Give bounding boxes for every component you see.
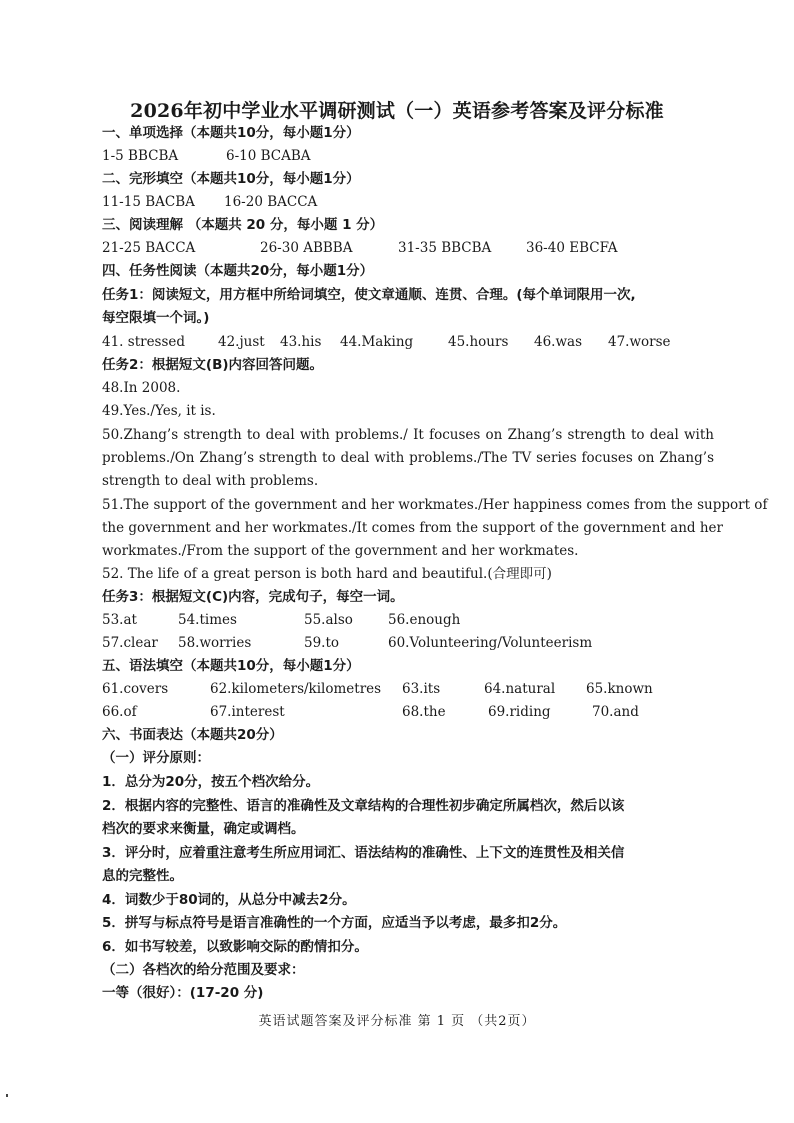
answer-group: 16-20 BACCA [224,194,318,210]
answer-row-1-10 [102,145,714,167]
answer-item: 46.was [534,334,583,350]
rule-line: 2．根据内容的完整性、语言的准确性及文章结构的合理性初步确定所属档次，然后以该 [102,798,625,814]
answer-group: 36-40 EBCFA [526,240,618,256]
answer-item: 41. stressed [102,334,186,350]
section-heading-reading: 三、阅读理解 （本题共 20 分，每小题 1 分） [102,217,384,233]
answer-group: 6-10 BCABA [226,148,311,164]
answer-item: 69.riding [488,704,551,720]
answer-item: 60.Volunteering/Volunteerism [388,635,593,651]
answer-item: 58.worries [178,635,252,651]
answer-item: 53.at [102,612,137,628]
task2-answer-line: strength to deal with problems. [102,473,319,489]
answer-group: 31-35 BBCBA [398,240,492,256]
grade-one-heading: 一等（很好）：(17-20 分) [102,985,264,1001]
answer-item: 65.known [586,681,653,697]
answer-item: 63.its [402,681,441,697]
rule-line: 1．总分为20分，按五个档次给分。 [102,774,320,790]
rule-line: 息的完整性。 [102,868,183,884]
rule-line: 3．评分时，应着重注意考生所应用词汇、语法结构的准确性、上下文的连贯性及相关信 [102,845,625,861]
page-title: 2026年初中学业水平调研测试（一）英语参考答案及评分标准 [130,100,664,122]
answer-item: 68.the [402,704,446,720]
answer-item: 54.times [178,612,237,628]
scan-speck [6,1094,8,1097]
task1-heading: 任务1：阅读短文，用方框中所给词填空，使文章通顺、连贯、合理。(每个单词限用一次, [102,287,636,303]
answer-group: 21-25 BACCA [102,240,196,256]
section-heading-grammar: 五、语法填空（本题共10分，每小题1分） [102,658,360,674]
task3-answer-row [102,609,714,631]
principles-heading: （一）评分原则： [102,750,210,766]
answer-item: 42.just [218,334,265,350]
task2-answer-line: problems./On Zhang’s strength to deal with problems./The TV series focuses on Zhang’s [102,450,714,466]
task2-answer-line: 48.In 2008. [102,380,181,396]
answer-group: 11-15 BACBA [102,194,195,210]
answer-item: 57.clear [102,635,158,651]
answer-item: 59.to [304,635,340,651]
rule-line: 档次的要求来衡量，确定或调档。 [102,821,305,837]
task2-answer-line: the government and her workmates./It comes from the support of the government and her [102,520,723,536]
task3-answer-row [102,632,714,654]
answer-item: 55.also [304,612,353,628]
page-footer: 英语试题答案及评分标准 第 1 页 （共2页） [258,1014,536,1029]
answer-item: 67.interest [210,704,285,720]
task3-heading: 任务3：根据短文(C)内容，完成句子，每空一词。 [102,589,404,605]
rule-line: 4．词数少于80词的，从总分中减去2分。 [102,892,356,908]
answer-item: 70.and [592,704,639,720]
ranges-heading: （二）各档次的给分范围及要求： [102,962,305,978]
grammar-answer-row [102,701,714,723]
grammar-answer-row [102,678,714,700]
answer-group: 26-30 ABBBA [260,240,353,256]
answer-row-11-20 [102,191,714,213]
task1-answer-row [102,331,714,353]
task2-answer-line: 51.The support of the government and her workmates./Her happiness comes from the support of [102,497,768,513]
task1-heading-cont: 每空限填一个词。) [102,310,210,326]
task2-answer-line: workmates./From the support of the government and her workmates. [102,543,579,559]
answer-group: 1-5 BBCBA [102,148,179,164]
answer-item: 44.Making [340,334,414,350]
rule-line: 5．拼写与标点符号是语言准确性的一个方面，应适当予以考虑，最多扣2分。 [102,915,567,931]
answer-row-21-40 [102,237,714,259]
task2-heading: 任务2：根据短文(B)内容回答问题。 [102,357,324,373]
answer-item: 47.worse [608,334,671,350]
section-heading-writing: 六、书面表达（本题共20分） [102,727,283,743]
section-heading-single-choice: 一、单项选择（本题共10分，每小题1分） [102,125,360,141]
section-heading-cloze: 二、完形填空（本题共10分，每小题1分） [102,171,360,187]
rule-line: 6．如书写较差，以致影响交际的酌情扣分。 [102,939,368,955]
task2-answer-line: 50.Zhang’s strength to deal with problems./ It focuses on Zhang’s strength to deal with [102,427,714,443]
answer-item: 43.his [280,334,322,350]
answer-item: 62.kilometers/kilometres [210,681,382,697]
task2-answer-line: 52. The life of a great person is both hard and beautiful.(合理即可) [102,566,552,582]
task2-answer-line: 49.Yes./Yes, it is. [102,403,216,419]
answer-item: 45.hours [448,334,509,350]
answer-item: 66.of [102,704,137,720]
answer-item: 61.covers [102,681,169,697]
section-heading-task-reading: 四、任务性阅读（本题共20分，每小题1分） [102,263,374,279]
answer-item: 64.natural [484,681,556,697]
answer-item: 56.enough [388,612,461,628]
